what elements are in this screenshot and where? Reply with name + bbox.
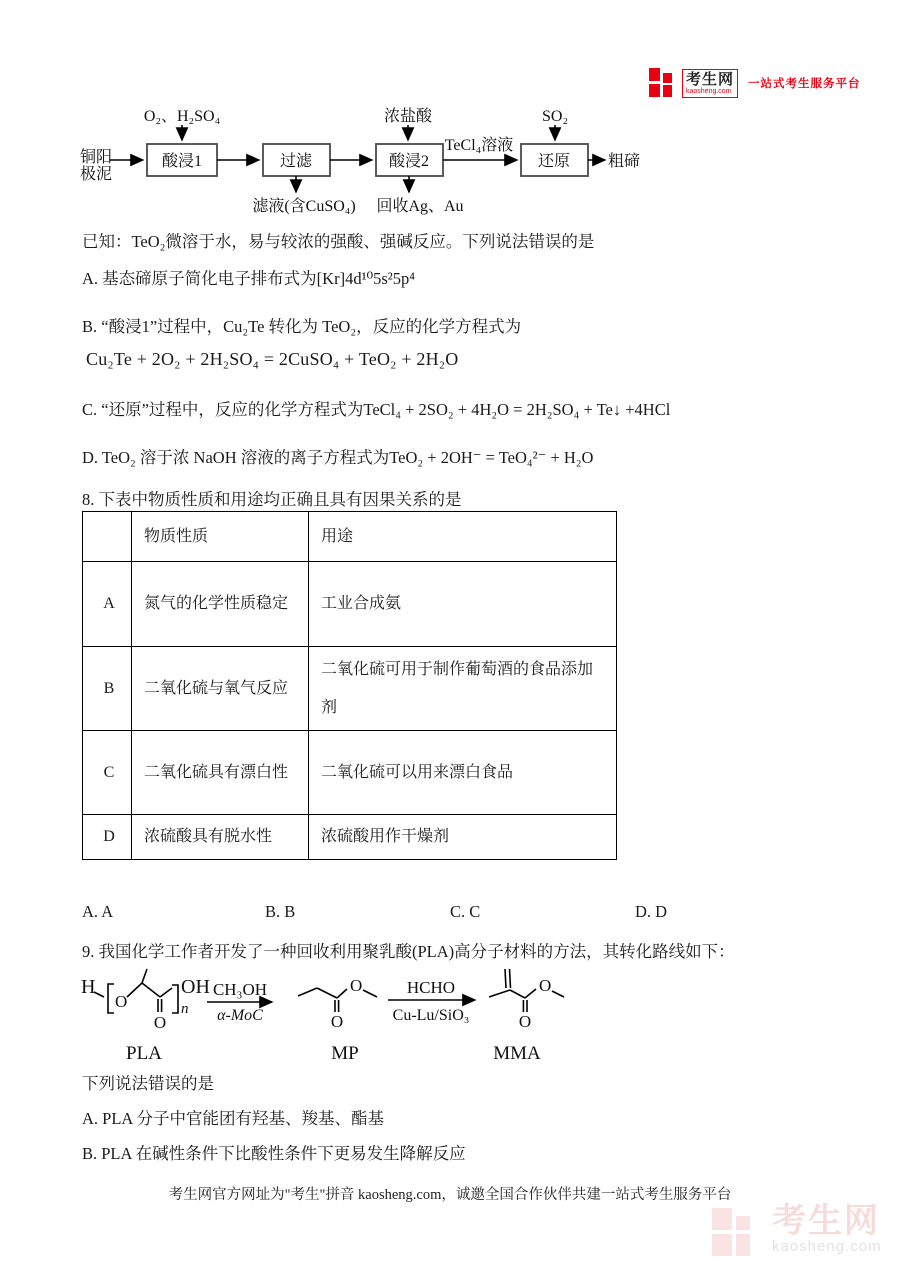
row-a-use: 工业合成氨 bbox=[309, 562, 617, 647]
pla-structure bbox=[94, 969, 178, 1013]
header-empty-cell bbox=[83, 512, 132, 562]
flow-start-line1: 铜阳 bbox=[79, 149, 113, 166]
q7-option-c: C. “还原”过程中，反应的化学方程式为TeCl₄ + 2SO₂ + 4H₂O = 2H₂SO₄ + Te↓ +4HCl bbox=[82, 400, 671, 419]
flow-arrow-label-tecl4: TeCl₄溶液 bbox=[444, 137, 514, 154]
flow-box-huanyuan: 还原 bbox=[537, 153, 571, 170]
mma-ester-o-label: O bbox=[539, 976, 552, 995]
arrow2-reagent: HCHO bbox=[406, 978, 456, 997]
row-c-use: 二氧化硫可以用来漂白食品 bbox=[309, 731, 617, 815]
q9-option-a: A. PLA 分子中官能团有羟基、羧基、酯基 bbox=[82, 1109, 385, 1128]
logo-text-block bbox=[682, 69, 738, 98]
flow-end-label: 粗碲 bbox=[608, 153, 641, 170]
watermark-name: 考生网 bbox=[772, 1202, 880, 1240]
row-c-label: C bbox=[83, 731, 132, 815]
flow-output-agau: 回收Ag、Au bbox=[376, 198, 464, 215]
q9-option-b: B. PLA 在碱性条件下比酸性条件下更易发生降解反应 bbox=[82, 1144, 466, 1163]
q7-equation-b: Cu₂Te + 2O₂ + 2H₂SO₄ = 2CuSO₄ + TeO₂ + 2H₂O bbox=[86, 349, 459, 369]
row-b-label: B bbox=[83, 647, 132, 731]
option-a: A. A bbox=[82, 902, 114, 921]
table-row bbox=[83, 731, 617, 815]
pla-oh-label: OH bbox=[181, 976, 210, 998]
mp-name-label: MP bbox=[331, 1043, 359, 1064]
pla-carbonyl-o-label: O bbox=[153, 1013, 167, 1032]
mma-structure bbox=[489, 969, 564, 1012]
q7-known-text: 已知：TeO₂微溶于水，易与较浓的强酸、强碱反应。下列说法错误的是 bbox=[82, 232, 595, 251]
flow-input-hcl: 浓盐酸 bbox=[383, 108, 433, 125]
q8-stem: 8. 下表中物质性质和用途均正确且具有因果关系的是 bbox=[82, 490, 462, 509]
flow-input-so2: SO₂ bbox=[541, 108, 569, 125]
table-row bbox=[83, 562, 617, 647]
q7-option-d: D. TeO₂ 溶于浓 NaOH 溶液的离子方程式为TeO₂ + 2OH⁻ = TeO₄²⁻ + H₂O bbox=[82, 448, 594, 467]
watermark-domain: kaosheng.com bbox=[772, 1238, 882, 1255]
pla-o-label: O bbox=[115, 992, 128, 1011]
kaosheng-logo bbox=[649, 68, 861, 98]
row-d-use: 浓硫酸用作干燥剂 bbox=[309, 815, 617, 860]
table-header-row bbox=[83, 512, 617, 562]
mma-name-label: MMA bbox=[493, 1043, 541, 1064]
q7-option-b: B. “酸浸1”过程中，Cu₂Te 转化为 TeO₂，反应的化学方程式为 bbox=[82, 317, 522, 336]
q7-option-a: A. 基态碲原子简化电子排布式为[Kr]4d¹⁰5s²5p⁴ bbox=[82, 269, 415, 288]
header-use: 用途 bbox=[309, 512, 617, 562]
row-c-property: 二氧化硫具有漂白性 bbox=[132, 731, 309, 815]
row-b-property: 二氧化硫与氧气反应 bbox=[132, 647, 309, 731]
flow-box-suanjin1: 酸浸1 bbox=[161, 153, 203, 170]
row-d-property: 浓硫酸具有脱水性 bbox=[132, 815, 309, 860]
mp-ester-o-label: O bbox=[350, 976, 363, 995]
mp-carbonyl-o-label: O bbox=[330, 1012, 344, 1031]
flow-start-line2: 极泥 bbox=[79, 166, 113, 183]
option-c: C. C bbox=[450, 902, 481, 921]
logo-domain: kaosheng.com bbox=[686, 87, 732, 95]
mp-structure bbox=[298, 988, 377, 1012]
option-d: D. D bbox=[635, 902, 668, 921]
arrow1-catalyst: α-MoC bbox=[217, 1007, 263, 1024]
row-a-property: 氮气的化学性质稳定 bbox=[132, 562, 309, 647]
pla-n-subscript: n bbox=[181, 1001, 189, 1017]
kaosheng-watermark-icon bbox=[712, 1204, 764, 1260]
pla-h-label: H bbox=[81, 976, 96, 998]
table-row bbox=[83, 815, 617, 860]
watermark-text-block bbox=[772, 1204, 882, 1255]
q9-prompt: 下列说法错误的是 bbox=[82, 1074, 214, 1093]
option-b: B. B bbox=[265, 902, 296, 921]
process-flowchart bbox=[75, 92, 665, 222]
flow-input-o2-h2so4: O₂、H₂SO₄ bbox=[143, 108, 221, 125]
pla-name-label: PLA bbox=[126, 1043, 162, 1064]
row-b-use: 二氧化硫可用于制作葡萄酒的食品添加剂 bbox=[309, 647, 617, 731]
header-property: 物质性质 bbox=[132, 512, 309, 562]
flow-output-filtrate: 滤液(含CuSO₄) bbox=[252, 198, 356, 215]
reaction-scheme bbox=[75, 952, 605, 1067]
row-a-label: A bbox=[83, 562, 132, 647]
logo-name: 考生网 bbox=[686, 70, 735, 88]
flow-box-suanjin2: 酸浸2 bbox=[388, 153, 430, 170]
q8-table bbox=[82, 511, 617, 860]
arrow2-catalyst: Cu-Lu/SiO₃ bbox=[392, 1007, 470, 1024]
arrow1-reagent: CH₃OH bbox=[212, 980, 268, 999]
table-row bbox=[83, 647, 617, 731]
kaosheng-watermark bbox=[712, 1204, 882, 1260]
logo-tagline: 一站式考生服务平台 bbox=[748, 78, 861, 90]
footer-text: 考生网官方网址为"考生"拼音 kaosheng.com，诚邀全国合作伙伴共建一站式考生服务平台 bbox=[168, 1187, 732, 1203]
flow-box-guolv: 过滤 bbox=[279, 153, 313, 170]
q9-stem: 9. 我国化学工作者开发了一种回收利用聚乳酸(PLA)高分子材料的方法，其转化路线如下： bbox=[82, 942, 735, 961]
mma-carbonyl-o-label: O bbox=[518, 1012, 532, 1031]
row-d-label: D bbox=[83, 815, 132, 860]
